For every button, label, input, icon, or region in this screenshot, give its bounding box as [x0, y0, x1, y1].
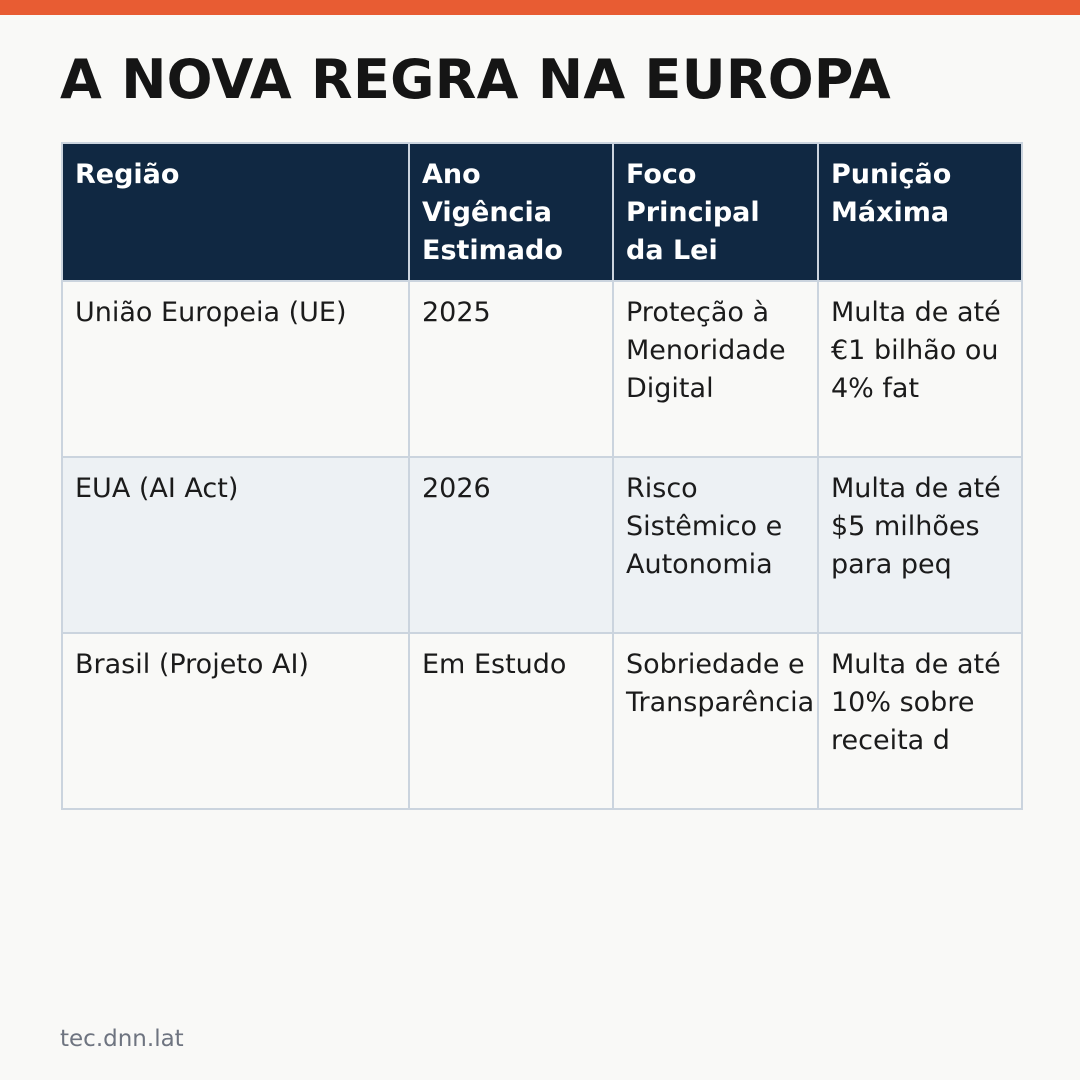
header-focus: Foco Principal da Lei	[613, 143, 818, 281]
table-header-row	[62, 143, 1022, 281]
cell-penalty: Multa de até $5 milhões para peq	[818, 457, 1022, 633]
cell-region: União Europeia (UE)	[62, 281, 409, 457]
cell-region: Brasil (Projeto AI)	[62, 633, 409, 809]
cell-penalty: Multa de até €1 bilhão ou 4% fat	[818, 281, 1022, 457]
footer-site: tec.dnn.lat	[60, 1026, 184, 1052]
cell-penalty: Multa de até 10% sobre receita d	[818, 633, 1022, 809]
comparison-table	[61, 142, 1023, 810]
cell-region: EUA (AI Act)	[62, 457, 409, 633]
cell-year: 2026	[409, 457, 613, 633]
header-penalty: Punição Máxima	[818, 143, 1022, 281]
cell-focus: Risco Sistêmico e Autonomia	[613, 457, 818, 633]
cell-year: 2025	[409, 281, 613, 457]
header-region: Região	[62, 143, 409, 281]
cell-focus: Sobriedade e Transparência	[613, 633, 818, 809]
table-row	[62, 633, 1022, 809]
table-row	[62, 457, 1022, 633]
accent-bar	[0, 0, 1080, 15]
table-row	[62, 281, 1022, 457]
cell-year: Em Estudo	[409, 633, 613, 809]
header-year: Ano Vigência Estimado	[409, 143, 613, 281]
cell-focus: Proteção à Menoridade Digital	[613, 281, 818, 457]
page-title: A NOVA REGRA NA EUROPA	[60, 48, 891, 111]
